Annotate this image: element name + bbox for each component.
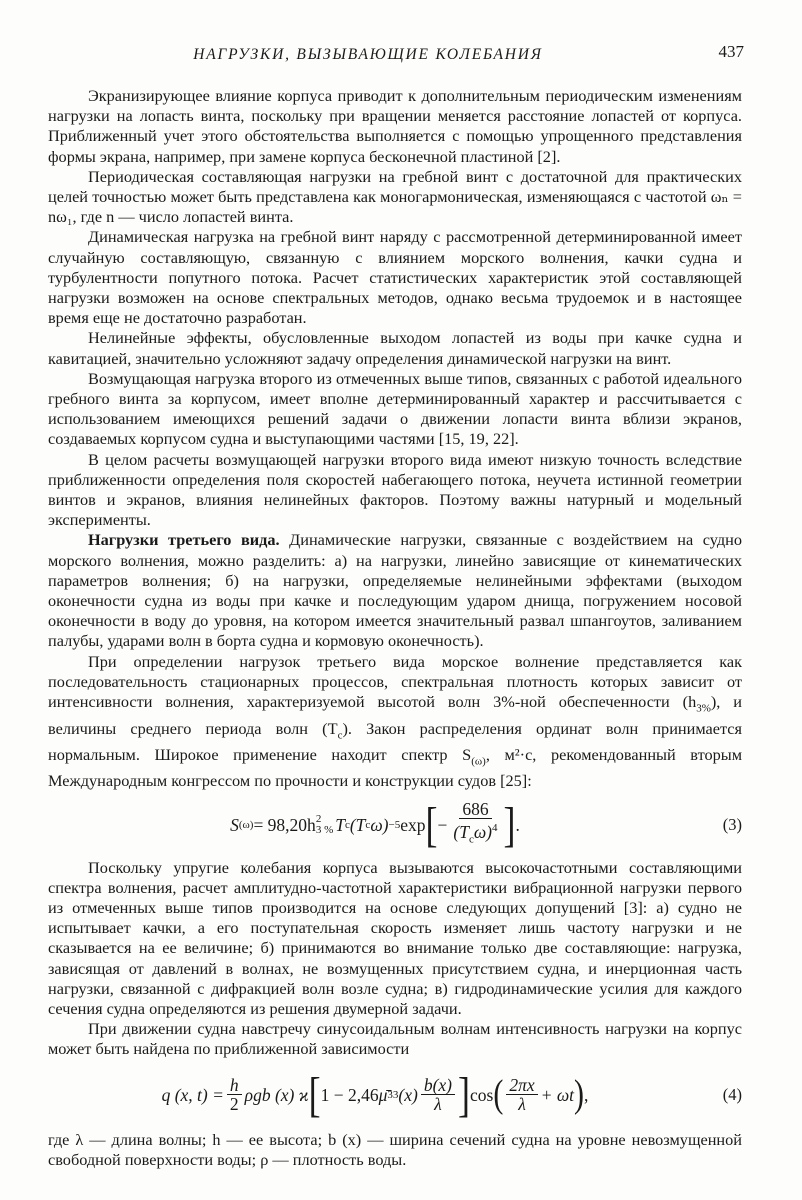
paragraph-4: Нелинейные эффекты, обусловленные выходом лопастей из воды при качке судна и кавитацией, значительно усложняют задачу определения динамической нагрузки на винт. [48,328,742,368]
paragraph-1: Экранизирующее влияние корпуса приводит к дополнительным периодическим изменениям нагрузки на лопасть винта, поскольку при вращении меняется расстояние лопастей от корпуса. Приближенный учет этого обстоятельства выполняется с помощью упрощенного представления формы экрана, например, при замене корпуса бесконечной пластиной [2]. [48,86,742,166]
paragraph-10: При движении судна навстречу синусоидальным волнам интенсивность нагрузки на корпус может быть найдена по приближенной зависимости [48,1019,742,1059]
formula-3-number: (3) [722,814,742,834]
formula-4-fraction-x: $\frac{2\pi x}{\lambda}$ [506,1076,537,1113]
paragraph-3: Динамическая нагрузка на гребной винт наряду с рассмотренной детерминированной имеет случайную составляющую, связанную с влиянием морского волнения, качки судна и турбулентности попутного потока. Расчет статистических характеристик этой составляющей нагрузки возможен на основе спектральных методов, однако весьма трудоемок и в настоящее время еще не достаточно разработан. [48,227,742,328]
h-subscript: 3% [696,702,711,715]
page-number: 437 [718,42,744,61]
formula-3: S (ω) = 98,20h 2 3 % T с (T с ω) −5 exp [ − $\frac{686}{(T_с\omega)^4}$ ] . (3) [230,797,742,852]
paragraph-5: Возмущающая нагрузка второго из отмеченных выше типов, связанных с работой идеального гребного винта за корпусом, имеет вполне детерминированный характер и рассчитывается с использованием имеющихся решений задачи о движении лопасти винта вблизи экранов, создаваемых корпусом судна и выступающими частями [15, 19, 22]. [48,368,742,449]
formula-3-fraction: $\frac{686}{(T_с\omega)^4}$ [453,799,498,846]
page-body [48,86,742,1170]
page-header [48,42,748,72]
T-subscript: с [337,728,343,741]
running-title: НАГРУЗКИ, ВЫЗЫВАЮЩИЕ КОЛЕБАНИЯ [193,46,543,63]
paragraph-6: В целом расчеты возмущающей нагрузки второго вида имеют низкую точность вследствие приближенности определения поля скоростей набегающего потока, неучета истинной геометрии винтов и экранов, влияния нелинейных факторов. Поэтому важны натурный и модельный эксперименты. [48,449,742,530]
S-subscript: (ω) [471,755,486,768]
formula-4-fraction-b: $\frac{b(x)}{\lambda}$ [421,1076,455,1113]
paragraph-7-text: Динамические нагрузки, связанные с воздействием на судно морского волнения, можно разделить: а) на нагрузки, линейно зависящие от кинематических параметров волнения; б) на нагрузки, определяемые нелинейными эффектами (выходом оконечности судна из воды при качке и последующим ударом днища, погружением носовой оконечности в воду до уровня, на котором имеется значительный развал шпангоутов, заливанием палубы, ударами волн в борта судна и кормовую оконечность). [48,530,742,651]
paragraph-9: Поскольку упругие колебания корпуса вызываются высокочастотными составляющими спектра волнения, расчет амплитудно-частотной характеристики вибрационной нагрузки первого из отмеченных выше типов производится на основе следующих допущений [3]: а) судно не испытывает качки, а его поступательная скорость изменяет лишь частоту нагрузки и не сказывается на ее величине; б) принимаются во внимание только две составляющие: нагрузка, зависящая от давлений в волнах, не возмущенных присутствием судна, и инерционная часть нагрузки, связанной с дифракцией волн возле судна; в) гидродинамические усилия для каждого сечения судна определяются из решения двумерной задачи. [48,857,742,1019]
paragraph-11: где λ — длина волны; h — ее высота; b (x) — ширина сечений судна на уровне невозмущенной свободной поверхности воды; ρ — плотность воды. [48,1129,742,1169]
paragraph-7 [48,530,742,651]
section-heading: Нагрузки третьего вида. [88,530,280,550]
paragraph-2: Периодическая составляющая нагрузки на гребной винт с достаточной для практических целей точностью может быть представлена как моногармоническая, изменяющаяся с частотой ωₙ = nω₁, где n — число лопастей винта. [48,166,742,227]
formula-4: q (x, t) = $\frac{h}{2}$ ρgb (x) ϰ [ 1 − 2,46 μ̄ 33 (x) $\frac{b(x)}{\lambda}$ ] cos ( $\frac{2\pi x}{\lambda}$ + ωt ) , (4) [161,1067,742,1122]
formula-4-number: (4) [722,1084,742,1104]
paragraph-8: При определении нагрузок третьего вида морское волнение представляется как последовательность стационарных процессов, спектральная плотность которых зависит от интенсивности волнения, характеризуемой высотой волн 3%-ной обеспеченности $(h_{3\%})$, и величины среднего периода волн $(T_с)$. Закон распределения ординат волн принимается нормальным. Широкое применение находит спектр $S_{(\omega)}$, м²·с, рекомендованный вторым Международным конгрессом по прочности и конструкции судов [25]: [48,651,743,791]
formula-4-fraction-h: $\frac{h}{2}$ [227,1076,242,1113]
